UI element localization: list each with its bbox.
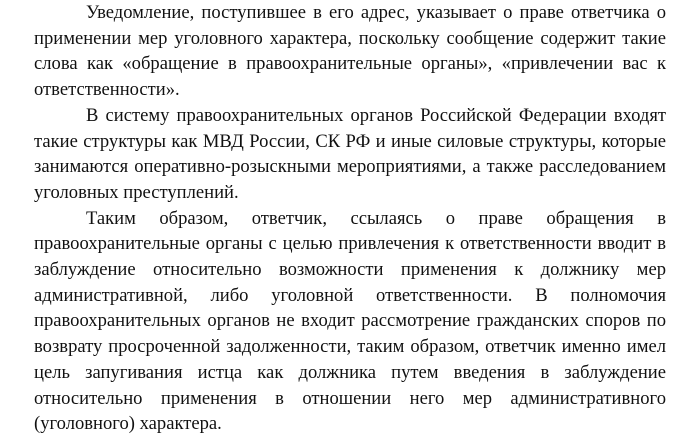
document-body <box>34 0 666 437</box>
paragraph-notice: Уведомление, поступившее в его адрес, указывает о праве ответчика о применении мер уголовного характера, поскольку сообщение содержит такие слова как «обращение в правоохранительные органы», «привлечении вас к ответственности». <box>34 2 666 101</box>
paragraph-conclusion: Таким образом, ответчик, ссылаясь о праве обращения в правоохранительные органы с целью привлечения к ответственности вводит в заблуждение относительно возможности применения к должнику мер административной, либо уголовной ответственности. В полномочия правоохранительных органов не входит рассмотрение гражданских споров по возврату просроченной задолженности, таким образом, ответчик именно имел цель запугивания истца как должника путем введения в заблуждение относительно применения в отношении него мер административного (уголовного) характера. <box>34 207 666 435</box>
paragraph-law-enforcement-system: В систему правоохранительных органов Российской Федерации входят такие структуры как МВД России, СК РФ и иные силовые структуры, которые занимаются оперативно-розыскными мероприятиями, а также расследованием уголовных преступлений. <box>34 104 666 203</box>
